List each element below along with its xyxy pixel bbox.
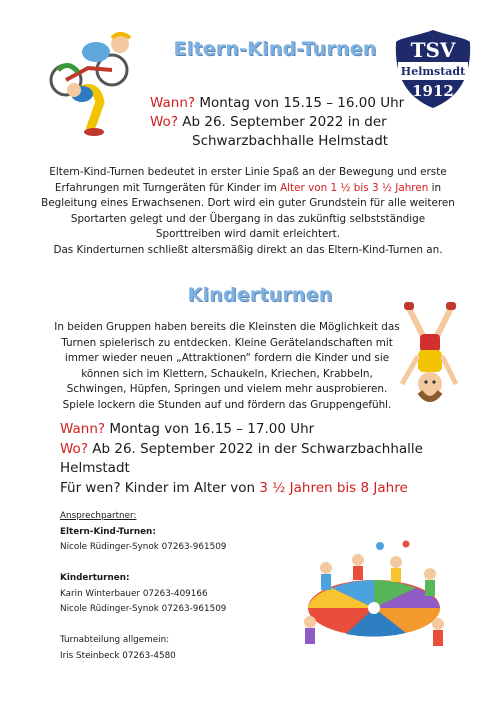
section2-for-label: Für wen? Kinder im Alter von <box>60 479 260 496</box>
child-handstand-illustration <box>398 300 462 412</box>
section1-where-label: Wo? <box>150 114 178 130</box>
section1-title: Eltern-Kind-Turnen <box>173 38 377 60</box>
section2-where-value-2: Helmstadt <box>60 460 130 476</box>
section2-title: Kinderturnen <box>187 284 333 306</box>
section1-where-line <box>150 113 404 132</box>
section2-when-value: Montag von 16.15 – 17.00 Uhr <box>105 421 315 437</box>
section2-where-line <box>60 440 440 460</box>
section1-para-age: Alter von 1 ½ bis 3 ½ Jahren <box>280 181 429 194</box>
logo-bottom-text: 1912 <box>412 82 454 100</box>
kids-on-bike-illustration <box>38 30 146 138</box>
section1-where-value: Ab 26. September 2022 in der <box>177 114 387 130</box>
contacts-group3-line1: Iris Steinbeck 07263-4580 <box>60 650 176 661</box>
section1-when-value: Montag von 15.15 – 16.00 Uhr <box>195 95 405 111</box>
contacts-group1-title: Eltern-Kind-Turnen: <box>60 526 156 537</box>
logo-middle-text: Helmstadt <box>400 65 466 78</box>
section1-para-a: Eltern-Kind-Turnen bedeutet in erster Linie Spaß an der Bewegung und erste Erfahrungen mit Turngeräten für Kinder im <box>49 166 447 194</box>
tsv-helmstadt-logo <box>392 28 474 110</box>
section1-where-value-2: Schwarzbachhalle Helmstadt <box>192 133 389 149</box>
section1-para-b: in Begleitung eines Erwachsenen. Dort wird ein guter Grundstein für alle weiteren Sportarten gelegt und der Übergang in das zukünftig selbstständige Sporttreiben wird damit erleichtert. <box>41 181 455 241</box>
section1-when-line <box>150 94 404 113</box>
section2-for-line <box>60 479 440 499</box>
section1-schedule <box>150 94 404 151</box>
contacts-heading: Ansprechpartner: <box>60 511 137 521</box>
section2-schedule <box>60 420 440 498</box>
section1-paragraph <box>40 165 456 259</box>
section2-where-label: Wo? <box>60 440 88 457</box>
section2-paragraph: In beiden Gruppen haben bereits die Kleinsten die Möglichkeit das Turnen spielerisch zu entdecken. Kleine Gerätelandschaften mit immer wieder neuen „Attraktionen“ fordern die Kinder und sie können sich im Klettern, Schaukeln, Kriechen, Krabbeln, Schwingen, Hüpfen, Springen und vielem mehr ausprobieren. Spiele lockern die Stunden auf und fördern das Gruppengefühl. <box>54 321 400 411</box>
contacts-group1-line1: Nicole Rüdinger-Synok 07263-961509 <box>60 542 227 552</box>
section2-when-line <box>60 420 440 440</box>
contacts-group2-line1: Karin Winterbauer 07263-409166 <box>60 588 208 599</box>
contacts-group2-line2: Nicole Rüdinger-Synok 07263-961509 <box>60 604 227 614</box>
contacts-group2-title: Kinderturnen: <box>60 573 130 583</box>
section2-when-label: Wann? <box>60 421 106 437</box>
section1-para-c: Das Kinderturnen schließt altersmäßig direkt an das Eltern-Kind-Turnen an. <box>53 243 443 256</box>
section2-for-value: 3 ½ Jahren bis 8 Jahre <box>259 479 408 496</box>
logo-top-text: TSV <box>410 38 456 62</box>
contacts-block <box>60 509 226 664</box>
section2-where-value: Ab 26. September 2022 in der Schwarzbachhalle <box>87 440 423 457</box>
contacts-group3-title: Turnabteilung allgemein: <box>60 635 170 645</box>
section1-when-label: Wann? <box>150 95 196 111</box>
kids-parachute-illustration <box>296 538 452 656</box>
